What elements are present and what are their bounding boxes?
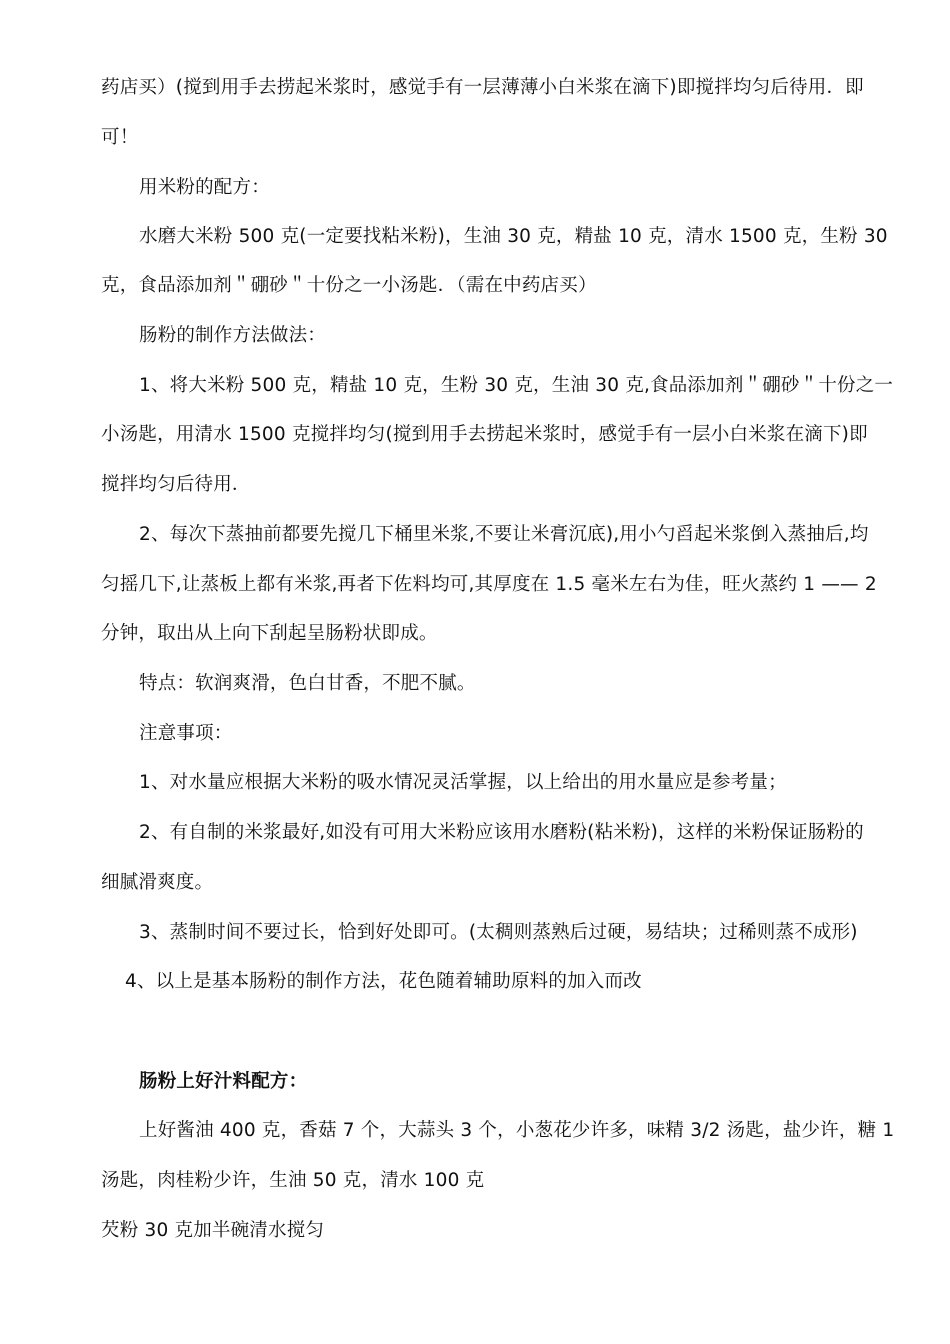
text-line-16: 2、有自制的米浆最好,如没有可用大米粉应该用水磨粉(粘米粉)，这样的米粉保证肠粉的 (139, 822, 864, 843)
text-line-10: 2、每次下蒸抽前都要先搅几下桶里米浆,不要让米膏沉底),用小勺舀起米浆倒入蒸抽后,均 (139, 524, 869, 545)
section-heading-notes: 注意事项： (139, 723, 233, 744)
text-line-19: 4、以上是基本肠粉的制作方法，花色随着辅助原料的加入而改 (125, 971, 642, 992)
text-line-18: 3、蒸制时间不要过长，恰到好处即可。(太稠则蒸熟后过硬，易结块；过稀则蒸不成形) (139, 922, 858, 943)
text-line-4: 水磨大米粉 500 克(一定要找粘米粉)，生油 30 克，精盐 10 克，清水 1500 克，生粉 30 (139, 226, 888, 247)
text-line-23: 芡粉 30 克加半碗清水搅匀 (101, 1220, 325, 1241)
text-line-9: 搅拌均匀后待用． (101, 474, 251, 495)
section-heading-rice-flour-formula: 用米粉的配方： (139, 177, 270, 198)
text-line-21: 上好酱油 400 克，香菇 7 个，大蒜头 3 个，小葱花少许多，味精 3/2 汤匙，盐少许，糖 1 (139, 1120, 895, 1141)
text-line-22: 汤匙，肉桂粉少许，生油 50 克，清水 100 克 (101, 1170, 485, 1191)
text-line-features: 特点：软润爽滑，色白甘香，不肥不腻。 (139, 673, 476, 694)
text-line-2: 可！ (101, 127, 139, 148)
section-heading-sauce-formula: 肠粉上好汁料配方： (139, 1071, 308, 1092)
text-line-17: 细腻滑爽度。 (101, 872, 214, 893)
text-line-11: 匀摇几下,让蒸板上都有米浆,再者下佐料均可,其厚度在 1.5 毫米左右为佳，旺火蒸约 1 —— 2 (101, 574, 877, 595)
section-heading-method: 肠粉的制作方法做法： (139, 325, 327, 346)
text-line-12: 分钟，取出从上向下刮起呈肠粉状即成。 (101, 623, 438, 644)
text-line-8: 小汤匙，用清水 1500 克搅拌均匀(搅到用手去捞起米浆时，感觉手有一层小白米浆在滴下)即 (101, 424, 868, 445)
text-line-15: 1、对水量应根据大米粉的吸水情况灵活掌握，以上给出的用水量应是参考量； (139, 772, 787, 793)
text-line-7: 1、将大米粉 500 克，精盐 10 克，生粉 30 克，生油 30 克,食品添加剂＂硼砂＂十份之一 (139, 375, 894, 396)
text-line-1: 药店买）(搅到用手去捞起米浆时，感觉手有一层薄薄小白米浆在滴下)即搅拌均匀后待用．即 (101, 77, 864, 98)
text-line-5: 克，食品添加剂＂硼砂＂十份之一小汤匙．（需在中药店买） (101, 275, 597, 296)
